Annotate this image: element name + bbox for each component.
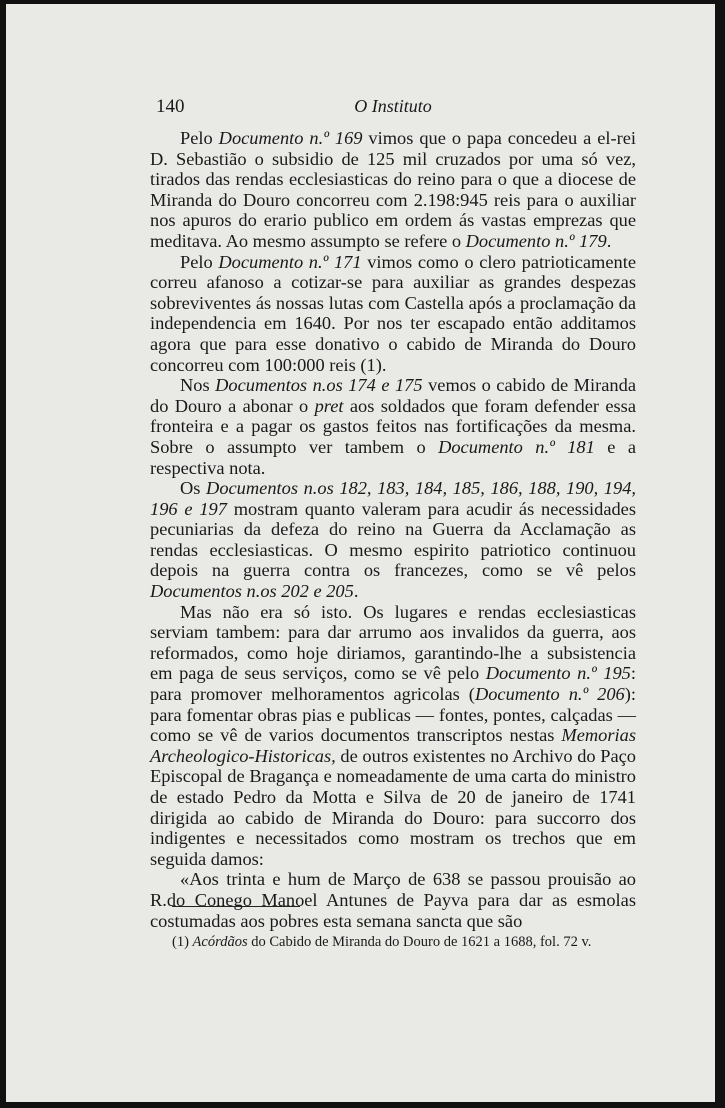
italic-text-run: Documentos n.os 174 e 175 (215, 375, 423, 396)
text-run: «Aos trinta e hum de Março de 638 se passou prouisão ao R.do Conego Manoel Antunes de Payva para dar as esmolas costumadas aos pobres esta semana sancta que são (150, 869, 636, 931)
text-run: : para promover melhoramentos agricolas ( (150, 663, 636, 705)
footnote-text: do Cabido de Miranda do Douro de 1621 a 1688, fol. 72 v. (247, 934, 592, 950)
paragraph (150, 869, 636, 931)
text-run: ): para fomentar obras pias e publicas — fontes, pontes, calçadas — como se vê de varios documentos transcriptos nestas (150, 684, 636, 746)
page-header (156, 96, 630, 122)
text-run: vimos que o papa concedeu a el-rei D. Sebastião o subsidio de 125 mil cruzados por uma só vez, tirados das rendas ecclesiasticas do reino para o que a diocese de Miranda do Douro concorreu com 2.198:945 reis para o auxiliar nos apuros do erario publico em ordem ás vastas emprezas que meditava. Ao mesmo assumpto se refere o (150, 128, 637, 251)
running-title: O Instituto (354, 96, 432, 116)
italic-text-run: Documento n.º 181 (438, 436, 595, 457)
text-run: mostram quanto valeram para acudir ás necessidades pecuniarias da defeza do reino na Guerra da Acclamação as rendas ecclesiasticas. O mesmo espirito patriotico continuou depois na guerra contra os francezes, como se vê pelos (150, 498, 636, 581)
italic-text-run: Documento n.º 169 (218, 128, 363, 148)
paragraph (150, 478, 636, 602)
text-run: vemos o cabido de Miranda do Douro a abonar o (150, 375, 636, 416)
italic-text-run: Documento n.º 171 (218, 251, 362, 272)
paragraph (150, 252, 636, 376)
text-run: Pelo (180, 251, 219, 272)
text-run: . (353, 581, 359, 602)
text-run: Nos (180, 375, 216, 396)
footnote-rule (172, 906, 300, 907)
italic-text-run: Documento n.º 195 (485, 663, 631, 684)
text-run: de outros existentes no Archivo do Paço Episcopal de Bragança e nomeadamente de uma carta do ministro de estado Pedro da Motta e Silva de 20 de janeiro de 1741 dirigida ao cabido de Miranda do Douro: para succorro dos indigentes e necessitados como mostram os trechos que em seguida damos: (150, 745, 636, 869)
text-run: Os (180, 478, 207, 499)
text-run: aos soldados que foram defender essa fronteira e a pagar os gastos feitos nas fortificações da mesma. Sobre o assumpto ver tambem o (150, 395, 636, 457)
footnote (172, 933, 642, 951)
text-run: vimos como o clero patrioticamente correu afanoso a cotizar-se para auxiliar as grandes despezas sobreviventes ás nossas lutas com Castella após a proclamação da independencia em 1640. Por nos ter escapado então additamos agora que para esse donativo o cabido de Miranda do Douro concorreu com 100:000 reis (1). (150, 251, 636, 375)
text-run: Mas não era só isto. Os lugares e rendas ecclesiasticas serviam tambem: para dar arrumo aos invalidos da guerra, aos reformados, como hoje diriamos, garantindo-lhe a subsistencia em paga de seus serviços, como se vê pelo (150, 601, 636, 684)
paragraph (150, 128, 636, 252)
footnote-title: Acórdãos (192, 934, 248, 950)
footnote-marker: (1) (172, 934, 189, 950)
italic-text-run: Documentos n.os 202 e 205 (150, 581, 354, 602)
body-text (150, 128, 636, 931)
paragraph (150, 375, 636, 478)
italic-text-run: Documento n.º 179 (465, 230, 607, 251)
italic-text-run: Documento n.º 206 (474, 684, 625, 705)
text-run: Pelo (180, 128, 219, 148)
italic-text-run: Memorias Archeologico-Historicas, (150, 725, 636, 766)
page-number: 140 (156, 96, 185, 117)
text-run: e a respectiva nota. (150, 436, 636, 478)
italic-text-run: Documentos n.os 182, 183, 184, 185, 186, 188, 190, 194, 196 e 197 (150, 478, 636, 519)
italic-text-run: pret (314, 395, 344, 416)
text-run: . (606, 230, 612, 251)
book-page (6, 4, 715, 1102)
paragraph (150, 602, 636, 870)
